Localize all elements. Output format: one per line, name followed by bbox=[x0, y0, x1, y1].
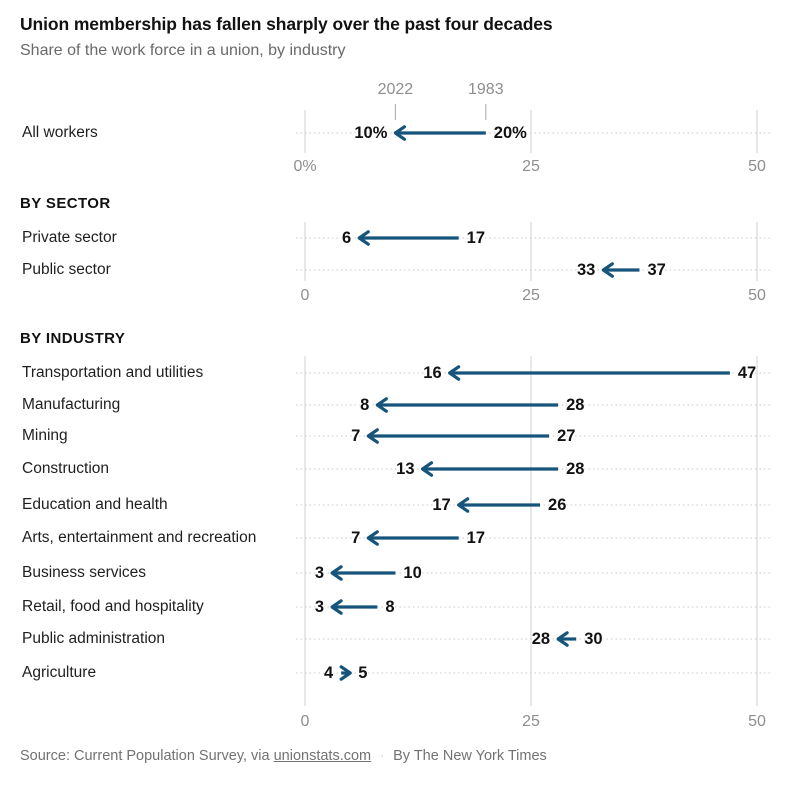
row-label: Mining bbox=[22, 427, 68, 444]
source-link[interactable]: unionstats.com bbox=[273, 748, 372, 764]
start-value-label: 4 bbox=[323, 664, 334, 682]
row-label: Transportation and utilities bbox=[22, 364, 204, 381]
row-label: Agriculture bbox=[22, 664, 97, 681]
separator-dot: · bbox=[380, 748, 385, 762]
row-label: Manufacturing bbox=[22, 396, 121, 413]
start-value-label: 47 bbox=[737, 364, 757, 382]
end-value-label: 13 bbox=[396, 460, 415, 478]
source-text: Source: Current Population Survey, via bbox=[20, 748, 274, 764]
source-line bbox=[20, 748, 547, 764]
end-value-label: 6 bbox=[342, 229, 352, 247]
axis-tick-label: 50 bbox=[748, 158, 766, 175]
end-value-label: 7 bbox=[351, 529, 361, 547]
axis-tick-label: 50 bbox=[748, 713, 766, 730]
year-label-2022: 2022 bbox=[377, 81, 414, 98]
end-value-label: 5 bbox=[358, 664, 368, 682]
start-value-label: 10 bbox=[403, 564, 422, 582]
start-value-label: 30 bbox=[584, 630, 603, 648]
end-value-label: 3 bbox=[314, 598, 325, 616]
byline: By The New York Times bbox=[393, 748, 547, 764]
row-label: Public administration bbox=[22, 630, 166, 647]
row-label: Public sector bbox=[22, 261, 111, 278]
row-label: All workers bbox=[22, 124, 98, 141]
section-heading-by-sector: BY SECTOR bbox=[20, 195, 111, 212]
axis-tick-label: 25 bbox=[522, 158, 540, 175]
end-value-label: 33 bbox=[576, 261, 596, 279]
start-value-label: 17 bbox=[466, 229, 486, 247]
axis-tick-label: 0 bbox=[300, 713, 310, 730]
row-label: Construction bbox=[22, 460, 110, 477]
row-label: Education and health bbox=[22, 496, 168, 513]
end-value-label: 16 bbox=[423, 364, 442, 382]
start-value-label: 26 bbox=[548, 496, 567, 514]
start-value-label: 28 bbox=[566, 396, 585, 414]
year-label-1983: 1983 bbox=[468, 81, 504, 98]
start-value-label: 28 bbox=[566, 460, 585, 478]
end-value-label: 10% bbox=[354, 124, 388, 142]
chart-subtitle: Share of the work force in a union, by industry bbox=[20, 42, 346, 59]
start-value-label: 8 bbox=[385, 598, 395, 616]
row-label: Retail, food and hospitality bbox=[22, 598, 204, 615]
end-value-label: 17 bbox=[432, 496, 451, 514]
end-value-label: 28 bbox=[531, 630, 551, 648]
section-heading-by-industry: BY INDUSTRY bbox=[20, 330, 126, 347]
axis-tick-label: 25 bbox=[522, 287, 540, 304]
axis-tick-label: 0% bbox=[293, 158, 317, 175]
axis-tick-label: 0 bbox=[300, 287, 310, 304]
row-label: Business services bbox=[22, 564, 147, 581]
start-value-label: 17 bbox=[466, 529, 486, 547]
axis-tick-label: 50 bbox=[748, 287, 766, 304]
end-value-label: 3 bbox=[314, 564, 325, 582]
end-value-label: 8 bbox=[360, 396, 370, 414]
row-label: Private sector bbox=[22, 229, 117, 246]
axis-tick-label: 25 bbox=[522, 713, 540, 730]
start-value-label: 37 bbox=[647, 261, 666, 279]
start-value-label: 27 bbox=[557, 427, 576, 445]
row-label: Arts, entertainment and recreation bbox=[22, 529, 257, 546]
chart-title: Union membership has fallen sharply over the past four decades bbox=[20, 14, 553, 34]
start-value-label: 20% bbox=[493, 124, 527, 142]
end-value-label: 7 bbox=[351, 427, 361, 445]
